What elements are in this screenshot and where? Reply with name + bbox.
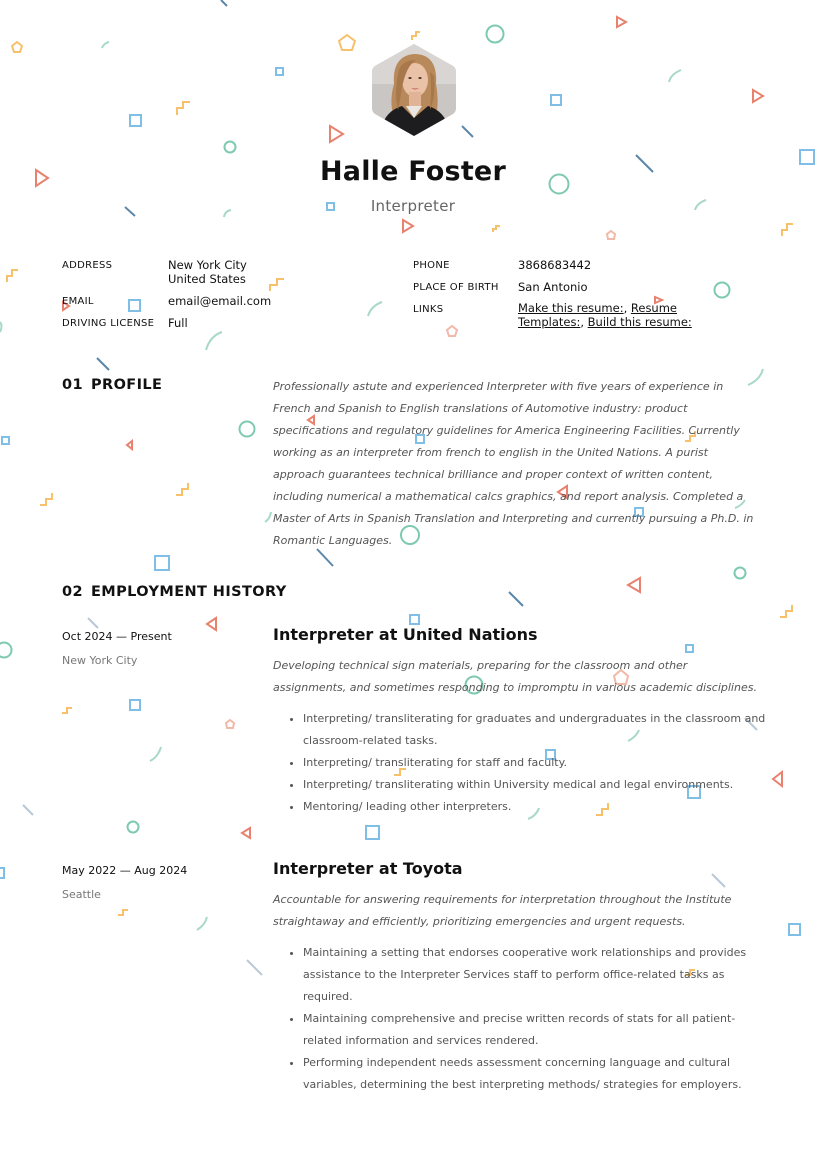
job-bullet: • Maintaining comprehensive and precise written records of stats for all patient-related information and services rendered. (303, 1008, 767, 1052)
employment-section-title (62, 584, 287, 600)
driving-license-value: Full (168, 316, 188, 330)
link-resume-templates-part2[interactable]: Templates: (518, 315, 581, 329)
job-description: Developing technical sign materials, preparing for the classroom and other assignments, and sometimes responding to impromptu in various academic disciplines. (273, 659, 757, 694)
email-value: email@email.com (168, 294, 272, 308)
address-label: ADDRESS (62, 260, 113, 271)
link-build-resume[interactable]: Build this resume: (587, 315, 692, 329)
candidate-name: Halle Foster (320, 156, 506, 187)
job-heading: Interpreter at Toyota (273, 859, 463, 878)
job-bullet: • Performing independent needs assessment concerning language and cultural variables, determining the best interpreting methods/ strategies for employers. (303, 1052, 767, 1096)
profile-section-number: 01 (62, 377, 83, 393)
link-make-resume[interactable]: Make this resume: (518, 301, 624, 315)
phone-value: 3868683442 (518, 258, 592, 272)
employment-section-number: 02 (62, 584, 83, 600)
profile-photo (372, 44, 456, 136)
phone-label: PHONE (413, 260, 450, 271)
job-bullet: • Interpreting/ transliterating within University medical and legal environments. (303, 774, 767, 796)
job-city: New York City (62, 654, 138, 667)
place-of-birth-label: PLACE OF BIRTH (413, 282, 499, 293)
job-heading: Interpreter at United Nations (273, 625, 538, 644)
job-bullet: • Interpreting/ transliterating for graduates and undergraduates in the classroom and classroom-related tasks. (303, 708, 767, 752)
job-bullet: • Mentoring/ leading other interpreters. (303, 796, 767, 818)
job-bullet: • Interpreting/ transliterating for staff and faculty. (303, 752, 767, 774)
job-bullet: • Maintaining a setting that endorses cooperative work relationships and provides assistance to the Interpreter Services staff to perform office-related tasks as required. (303, 942, 767, 1008)
job-city: Seattle (62, 888, 101, 901)
job-dates: Oct 2024 — Present (62, 630, 172, 643)
links-list: Make this resume:, Resume Templates:, Build this resume: (518, 301, 692, 329)
address-value (168, 258, 247, 286)
address-line-1: New York City (168, 258, 247, 272)
employment-section-label: EMPLOYMENT HISTORY (90, 584, 287, 600)
links-label: LINKS (413, 304, 444, 315)
candidate-job-title: Interpreter (370, 197, 456, 215)
job-dates: May 2022 — Aug 2024 (62, 864, 188, 877)
job-bullet-list (273, 708, 767, 818)
job-bullet-list (273, 942, 767, 1096)
driving-license-label: DRIVING LICENSE (62, 318, 155, 329)
email-label: EMAIL (62, 296, 94, 307)
profile-summary: Professionally astute and experienced Interpreter with five years of experience in French and Spanish to English translations of Automotive industry: product specifications and regulatory guidelines for America Engineering Facilities. Currently working as an interpreter from french to english in the United Nations. A purist approach guarantees technical brilliance and proper context of written content, including numerical a mathematical calcs graphics, and report analysis. Completed a Master of Arts in Spanish Translation and Interpreting and currently pursuing a Ph.D. in Romantic Languages. (273, 380, 754, 547)
job-description: Accountable for answering requirements for interpretation throughout the Institute straightaway and efficiently, prioritizing emergencies and urgent requests. (273, 893, 732, 928)
profile-section-title (62, 377, 162, 393)
profile-section-label: PROFILE (90, 377, 163, 393)
place-of-birth-value: San Antonio (518, 280, 588, 294)
address-line-2: United States (168, 272, 246, 286)
link-resume-templates-part1[interactable]: Resume (630, 301, 677, 315)
